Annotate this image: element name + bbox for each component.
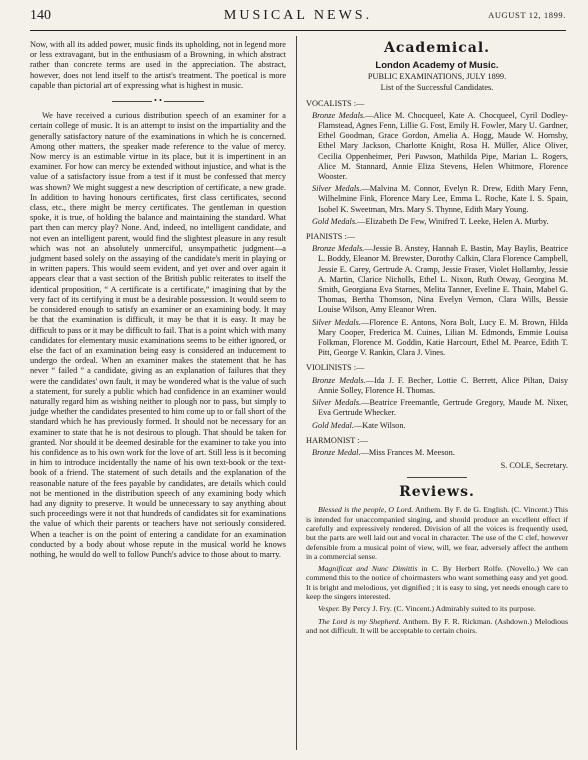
- right-column: [306, 40, 568, 635]
- grade-label: Bronze Medal.: [312, 447, 361, 457]
- review-item: [306, 505, 568, 561]
- list-item: [306, 318, 568, 359]
- separator-line-right: [164, 101, 204, 102]
- grade-label: Bronze Medals.: [312, 375, 366, 385]
- review-text: Anthem. By F. R. Rickman. (Ashdown.) Melodious and not difficult. It will be acceptable to certain choirs.: [306, 616, 568, 635]
- list-item: [306, 398, 568, 418]
- review-title: Magnificat and Nunc Dimittis: [318, 564, 418, 574]
- page-number: 140: [30, 8, 51, 23]
- section-separator: [407, 477, 467, 478]
- candidate-names: —Beatrice Freemantle, Gertrude Gregory, Maude M. Nixer, Eva Gertrude Whecker.: [318, 398, 568, 418]
- candidate-names: —Florence E. Antons, Nora Bolt, Lucy E. M. Brown, Hilda Mary Cooper, Frederica M. Cuines, Lilian M. Edmonds, Emmie Louisa Folkman, Florence M. Goddin, Katie Harcourt, Ethel M. Pearce, Edith T. Pitt, George V. Rankin, Clara J. Vines.: [318, 317, 568, 358]
- section-label: HARMONIST :—: [306, 435, 368, 445]
- secretary-signature: S. COLE, Secretary.: [500, 461, 568, 471]
- review-item: [306, 604, 568, 613]
- review-item: [306, 617, 568, 636]
- article-paragraph: Now, with all its added power, music finds its upholding, not in legend more or less extravagant, but in the enthusiasm of a Browning, in which abstract rather than concrete terms are used in the appreciation. The abstract, however, does not lend itself to the artist's treatment. The poetical is more capable than pictorial art of expressing what is highest in music.: [30, 40, 286, 90]
- article-paragraph: We have received a curious distribution speech of an examiner for a certain college of music. It is an attempt to insist on the impartiality and the generally satisfactory nature of the examinations in which he is concerned. Among other matters, the speaker made reference to the value of mercy. Now mercy is an estimable virtue in its place, but it is impertinent in an examiner. For how can mercy be extended without injustice, and what is the value of a satisfactory issue from a test if it must be confessed that mercy was shown? We might suggest a new description of certificate, a new grade. In addition to having honours certificates, first class certificates, second class, etc., there might be mercy certificates. The gentleman in question spoke, it is true, of holding the balance and maintaining the standard. What part then can mercy play? None. And, indeed, no intelligent candidate, and not even an intelligent parent, would find the slightest pleasure in any result which was not an absolutely unmerciful, unsympathetic judgment—a judgment based solely on the assaying of the candidate's merit in playing or in written papers. This would seem evident, and yet over and over again it appears clear that a vast section of the British public reiterates to itself the identical proposition, “ A certificate is a certificate,” imagining that by the very fact of its certifying it must be a desirable possession. It would seem to be considered enough to satisfy an examiner or an examining body. It may be that the examination is difficult, it may be that it is easy. It may be difficult to pass or it may be difficult to fail. That is a point which with many candidates for elementary music examinations seems to be either ignored, or else the fact of an examination being easy is considered an inducement to undergo the ordeal. When an examiner makes the statement that he has never “ failed ” a candidate, giving as an explanation of failures that they were the candidates' own fault, it may be wondered what is the value of such a statement, for surely a public which had confidence in an examiner would naturally regard him as wishing neither to plough nor to pass, but simply to judge whether the candidates presented to him come up to or fall short of the standard which he has previously formed. It should not be necessary for an examiner to state that he is not desirous to plough. That should be taken for granted. Nor should it be deemed desirable for the examiner to take you into his confidence as to his own work for the love of art. Still less is it becoming in him to introduce incidentally the name of his own text-book or the text-book of a friend. The statement of such details and the explanation of the reasonable nature of the fees payable by candidates, are details which could not be mentioned in the distribution speech of any examining body which had any dignity to preserve. It would be unnecessary to say anything about such proceedings were it not that hundreds of candidates sit for examinations the value of which their parents or teachers have not seriously considered. When a teacher is on the point of entering a candidate for an examination conducted by a body about whose repute in the musical world he knows nothing, he would do well to follow Punch's advice to those about to marry.: [30, 111, 286, 559]
- grade-label: Gold Medal.: [312, 420, 354, 430]
- list-item: [306, 376, 568, 396]
- review-title: Blessed is the people, O Lord.: [318, 505, 414, 515]
- issue-date: AUGUST 12, 1899.: [488, 10, 566, 20]
- grade-label: Silver Medals.: [312, 184, 362, 194]
- section-label: VIOLINISTS :—: [306, 363, 365, 373]
- review-text: Anthem. By F. de G. English. (C. Vincent.) This is intended for unaccompanied singing, and should produce an excellent effect if carefully and expressively rendered. Division of all the voices is frequently used, but the parts are well laid out and vocal in character. The use of the C clef, however defensible from a musical point of view, will, we fear, adversely affect the anthem in a commercial sense.: [306, 505, 568, 561]
- candidate-names: —Alice M. Chocqueel, Kate A. Chocqueel, Cyril Dodley-Flamstead, Agnes Fenn, Lillie G. Fost, Emily H. Fowler, Mary U. Gardner, Ethel Goodman, Grace Gordon, Amelia A. Hogg, Maude W. Hornsby, Ethel Mary Jackson, Charlotte Knight, Rosa H. Müller, Alice Oliver, Cecilia Oppenheimer, Peri Pawson, Mathilda Pipe, Marian L. Rogers, Alice M. Stannard, Annie Eliza Stevens, Helen Whitmore, Florence Wooster.: [318, 110, 569, 182]
- academy-name: London Academy of Music.: [375, 60, 499, 71]
- reviews-heading: Reviews.: [399, 484, 475, 501]
- review-text: in C. By Herbert Rolfe. (Novello.) We can commend this to the notice of choirmasters who want something easy and yet good. It is bright and melodious, yet dignified ; it is easy to sing, yet needs enough care to keep the singers interested.: [306, 564, 569, 601]
- grade-label: Silver Medals.: [312, 317, 361, 327]
- list-item: [306, 244, 568, 315]
- list-item: [306, 111, 568, 182]
- grade-label: Gold Medals.: [312, 216, 358, 226]
- section-label: VOCALISTS :—: [306, 98, 365, 108]
- review-title: The Lord is my Shepherd.: [318, 616, 401, 626]
- candidate-names: —Jessie B. Anstey, Hannah E. Bastin, May Baylis, Beatrice L. Boddy, Eleanor M. Brewster, Dorothy Calkin, Clara Florence Campbell, Jessie E. Carey, Gertrude A. Cramp, Jessie Fraser, Violet Hollamby, Jessie A. Martin, Clarice Nicholls, Ethel L. Nixon, Ruth Otway, Georgina M. Smith, Georgiana Eva Starnes, Melita Tanner, Eveline E. Thain, Mabel G. Thomas, Bertha Thomson, Nina Evelyn Vernon, Clara Wills, Bessie Louise Wilson, Amy Eleanor Wren.: [318, 244, 568, 315]
- separator-line-left: [112, 101, 152, 102]
- review-title: Vesper.: [318, 604, 340, 614]
- exam-title: PUBLIC EXAMINATIONS, JULY 1899.: [367, 72, 507, 82]
- column-rule: [296, 36, 297, 750]
- list-item: [306, 421, 568, 431]
- candidate-names: —Kate Wilson.: [353, 420, 406, 430]
- candidate-names: —Malvina M. Connor, Evelyn R. Drew, Edith Mary Fenn, Wilhelmine Fink, Florence Mary Lee, Emma L. Roche, Kate I. S. Spain, Isobel K. Sweetman, Mrs. Mary S. Thynne, Edith Mary Young.: [318, 184, 569, 214]
- candidate-names: —Elizabeth De Few, Winifred T. Leeke, Helen A. Murby.: [357, 216, 549, 226]
- grade-label: Silver Medals.: [312, 398, 362, 408]
- review-item: [306, 564, 568, 601]
- review-text: By Percy J. Fry. (C. Vincent.) Admirably suited to its purpose.: [339, 604, 536, 614]
- grade-label: Bronze Medals.: [312, 110, 366, 120]
- grade-label: Bronze Medals.: [312, 244, 365, 254]
- candidate-names: —Ida J. F. Becher, Lottie C. Berrett, Alice Piltan, Daisy Annie Solley, Florence H. Thomas.: [318, 375, 568, 395]
- academical-heading: Academical.: [383, 40, 491, 56]
- list-item: [306, 184, 568, 215]
- page-header: [30, 8, 566, 31]
- list-title: List of the Successful Candidates.: [380, 83, 494, 93]
- section-label: PIANISTS :—: [306, 232, 356, 242]
- list-item: [306, 217, 568, 227]
- section-separator: [30, 96, 286, 106]
- publication-title: MUSICAL NEWS.: [223, 8, 373, 23]
- candidate-names: —Miss Frances M. Meeson.: [360, 447, 455, 457]
- separator-ornament: • •: [154, 96, 162, 106]
- left-column: [30, 40, 286, 560]
- list-item: [306, 448, 568, 458]
